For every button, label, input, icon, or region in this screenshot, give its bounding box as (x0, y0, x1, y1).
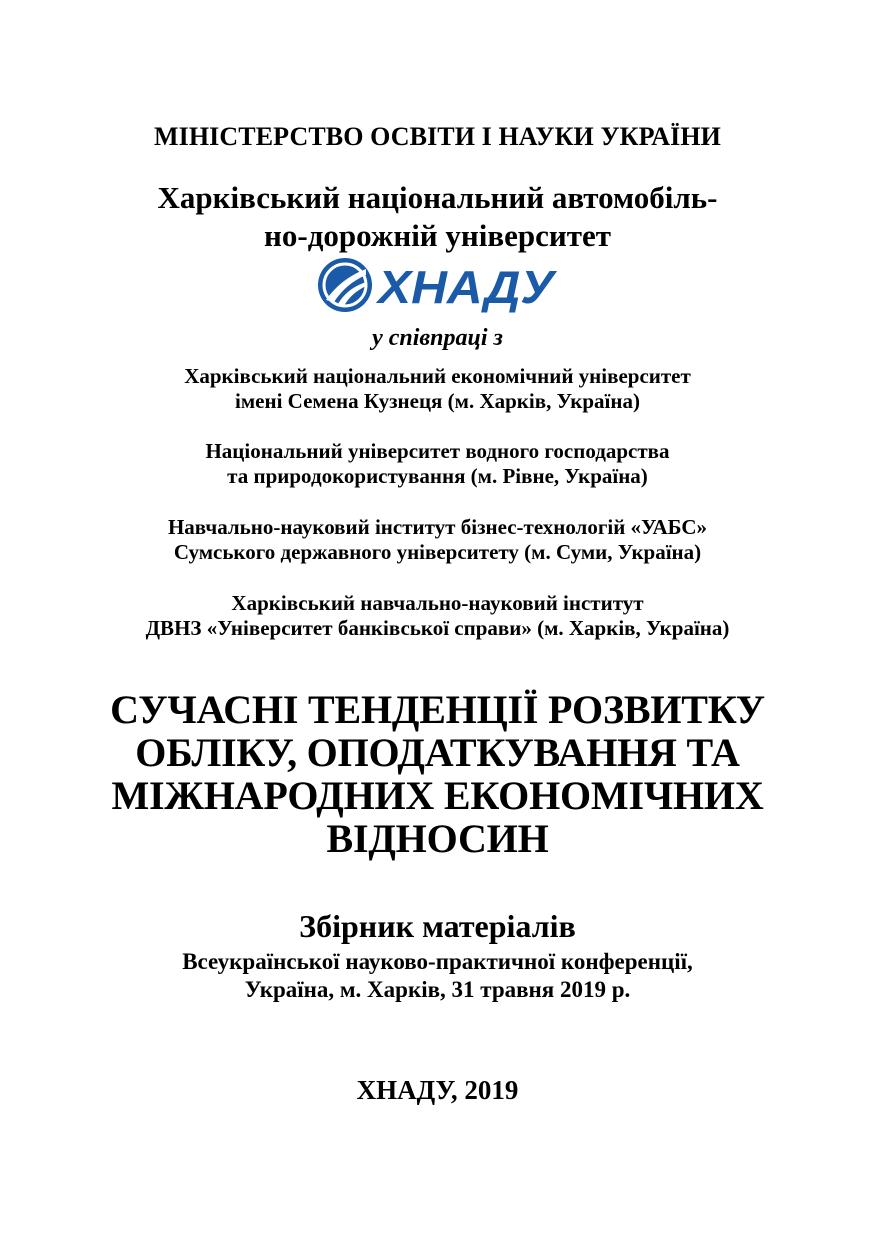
conference-title-line-3: МІЖНАРОДНИХ ЕКОНОМІЧНИХ (111, 773, 764, 818)
partner-2-line-1: Національний університет водного господарства (205, 439, 670, 463)
partner-3-line-2: Сумського державного університету (м. Суми, Україна) (173, 540, 702, 564)
conference-title-line-1: СУЧАСНІ ТЕНДЕНЦІЇ РОЗВИТКУ (110, 687, 765, 732)
collection-title: Збірник матеріалів (299, 908, 576, 944)
partner-1-line-2: імені Семена Кузнеця (м. Харків, Україна) (235, 389, 640, 413)
partner-1-line-1: Харківський національний економічний університет (184, 364, 691, 388)
publisher-year: ХНАДУ, 2019 (356, 1075, 519, 1105)
partner-2-line-2: та природокористування (м. Рівне, Україна) (227, 464, 648, 488)
logo-text: ХНАДУ (374, 261, 558, 313)
partner-4-line-2: ДВНЗ «Університет банківської справи» (м. Харків, Україна) (145, 616, 730, 640)
collection-subtitle-line-1: Всеукраїнської науково-практичної конференції, (182, 949, 693, 974)
khnadu-road-emblem-icon (318, 258, 372, 312)
conference-title-line-2: ОБЛІКУ, ОПОДАТКУВАННЯ ТА (135, 730, 740, 775)
collection-subtitle-line-2: Україна, м. Харків, 31 травня 2019 р. (244, 977, 631, 1002)
khnadu-logo (316, 256, 558, 314)
university-name-line-1: Харківський національний автомобіль- (157, 180, 718, 215)
collaboration-label: у співпраці з (372, 325, 503, 351)
partner-4-line-1: Харківський навчально-науковий інститут (231, 591, 644, 615)
partner-3-line-1: Навчально-науковий інститут бізнес-технологій «УАБС» (167, 515, 708, 539)
university-name-line-2: но-дорожній університет (264, 218, 611, 253)
ministry-heading: МІНІСТЕРСТВО ОСВІТИ І НАУКИ УКРАЇНИ (153, 122, 721, 151)
conference-title-line-4: ВІДНОСИН (326, 816, 549, 861)
